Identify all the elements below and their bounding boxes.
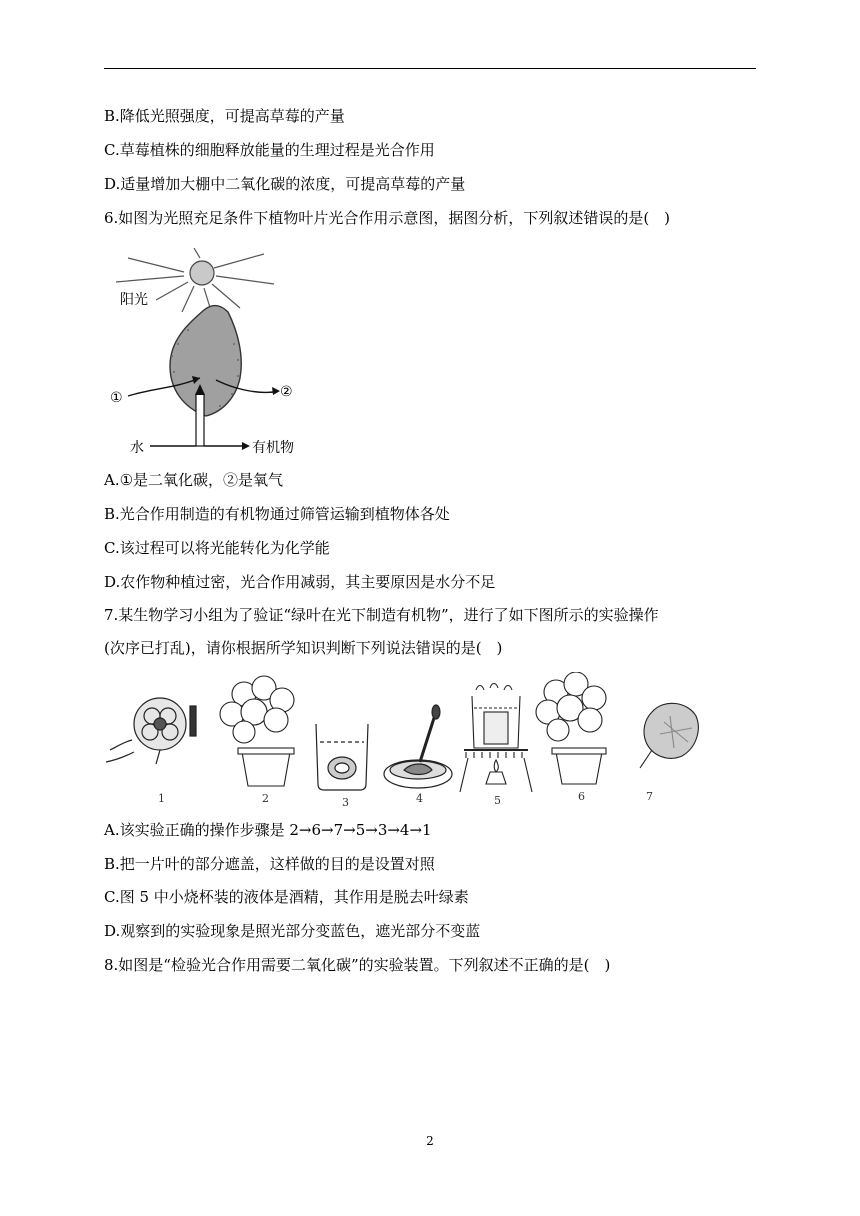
option-5c: C.草莓植株的细胞释放能量的生理过程是光合作用 — [104, 141, 435, 159]
option-7d: D.观察到的实验现象是照光部分变蓝色，遮光部分不变蓝 — [104, 922, 481, 940]
step-7-leaf-icon — [640, 703, 698, 768]
sun-icon — [190, 261, 214, 285]
question-8: 8.如图是“检验光合作用需要二氧化碳”的实验装置。下列叙述不正确的是( ) — [104, 956, 611, 974]
step-label-7: 7 — [646, 790, 653, 803]
leaf-icon — [170, 306, 241, 416]
option-5b: B.降低光照强度，可提高草莓的产量 — [104, 107, 345, 125]
step-5-water-bath-icon — [460, 684, 532, 793]
step-label-1: 1 — [158, 792, 165, 805]
step-label-4: 4 — [416, 792, 423, 805]
experiment-steps-figure — [104, 672, 704, 810]
step-3-beaker-icon — [316, 724, 368, 790]
step-label-6: 6 — [578, 790, 585, 803]
option-6c: C.该过程可以将光能转化为化学能 — [104, 539, 330, 557]
sunlight-label: 阳光 — [120, 292, 148, 308]
option-7a: A.该实验正确的操作步骤是 2→6→7→5→3→4→1 — [104, 821, 432, 839]
option-7c: C.图 5 中小烧杯装的液体是酒精，其作用是脱去叶绿素 — [104, 888, 469, 906]
output-label: ② — [280, 384, 293, 400]
step-2-potted-plant-icon — [220, 676, 294, 786]
water-label: 水 — [130, 440, 144, 456]
option-5d: D.适量增加大棚中二氧化碳的浓度，可提高草莓的产量 — [104, 175, 466, 193]
step-4-dropper-icon — [384, 705, 452, 788]
question-7-line1: 7.某生物学习小组为了验证“绿叶在光下制造有机物”，进行了如下图所示的实验操作 — [104, 606, 659, 624]
page-number: 2 — [426, 1134, 434, 1148]
header-rule — [104, 68, 756, 69]
step-1-leaf-cover-icon — [106, 698, 196, 764]
step-label-2: 2 — [262, 792, 269, 805]
vessel-channel — [196, 394, 204, 446]
question-7-line2: (次序已打乱)，请你根据所学知识判断下列说法错误的是( ) — [104, 639, 503, 657]
option-6b: B.光合作用制造的有机物通过筛管运输到植物体各处 — [104, 505, 450, 523]
step-label-5: 5 — [494, 794, 501, 807]
option-7b: B.把一片叶的部分遮盖，这样做的目的是设置对照 — [104, 855, 435, 873]
input-label: ① — [110, 390, 123, 406]
option-6d: D.农作物种植过密，光合作用减弱，其主要原因是水分不足 — [104, 573, 496, 591]
step-6-potted-plant-icon — [536, 672, 606, 784]
step-label-3: 3 — [342, 796, 349, 809]
question-6: 6.如图为光照充足条件下植物叶片光合作用示意图，据图分析，下列叙述错误的是( ) — [104, 209, 671, 227]
organic-label: 有机物 — [252, 440, 294, 456]
leaf-photosynthesis-figure — [104, 248, 344, 460]
option-6a: A.①是二氧化碳，②是氧气 — [104, 471, 284, 489]
